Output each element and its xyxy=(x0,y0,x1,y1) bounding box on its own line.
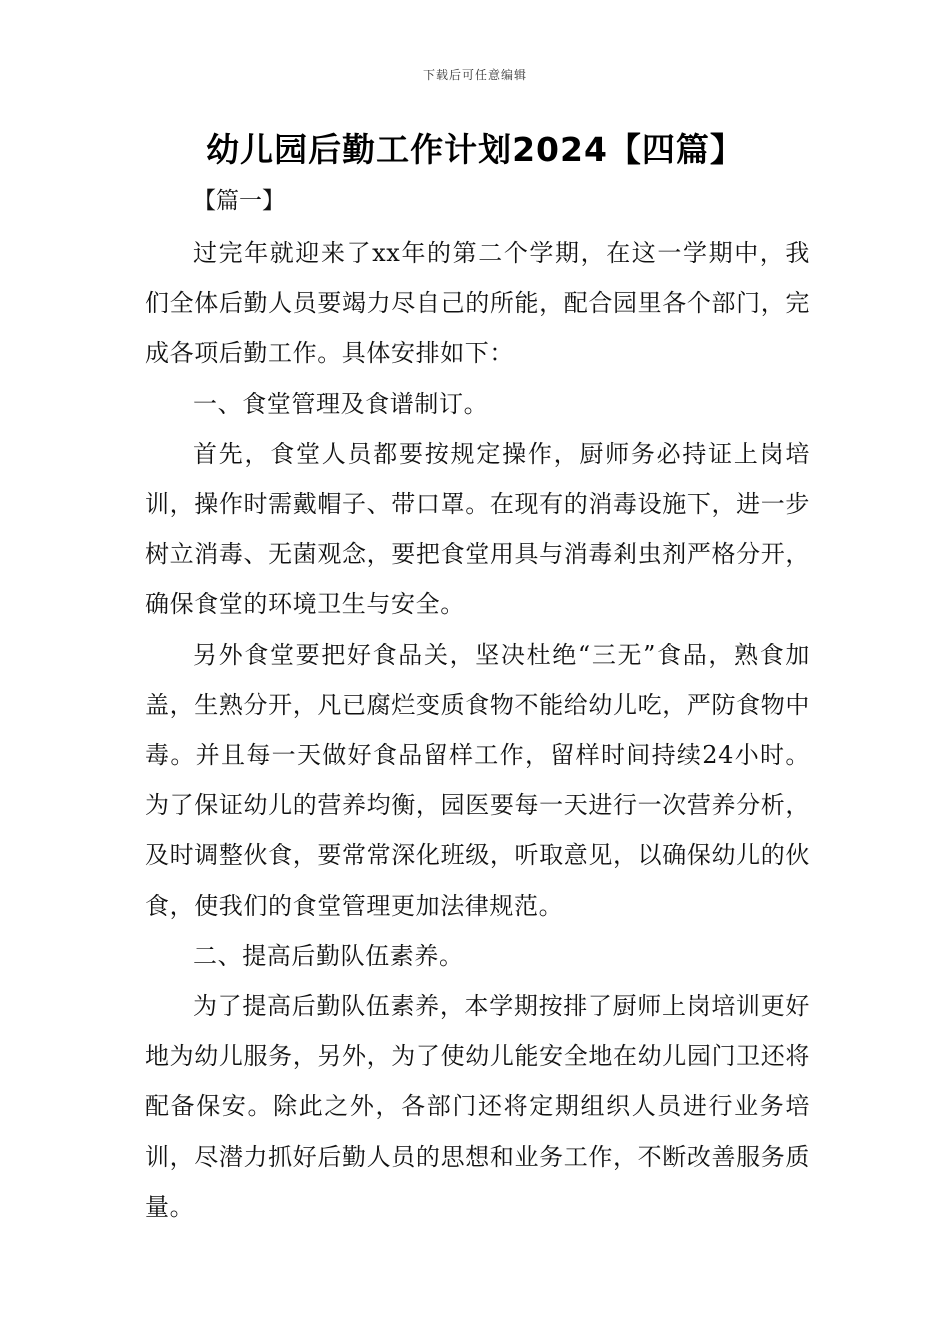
paragraph-food-safety: 另外食堂要把好食品关，坚决杜绝“三无”食品，熟食加盖，生熟分开，凡已腐烂变质食物不能给幼儿吃，严防食物中毒。并且每一天做好食品留样工作，留样时间持续24小时。为了保证幼儿的营养均衡，园医要每一天进行一次营养分析，及时调整伙食，要常常深化班级，听取意见，以确保幼儿的伙食，使我们的食堂管理更加法律规范。 xyxy=(145,640,810,920)
document-title: 幼儿园后勤工作计划2024【四篇】 xyxy=(206,130,744,169)
document-body xyxy=(145,228,810,1232)
section-label: 【篇一】 xyxy=(193,188,285,214)
paragraph-canteen-staff: 首先，食堂人员都要按规定操作，厨师务必持证上岗培训，操作时需戴帽子、带口罩。在现有的消毒设施下，进一步树立消毒、无菌观念，要把食堂用具与消毒剎虫剂严格分开，确保食堂的环境卫生与安全。 xyxy=(145,439,810,619)
header-note: 下载后可任意编辑 xyxy=(422,68,527,82)
heading-staff-quality: 二、提高后勤队伍素养。 xyxy=(193,941,464,970)
heading-canteen-management: 一、食堂管理及食谱制订。 xyxy=(193,389,489,418)
paragraph-staff-training: 为了提高后勤队伍素养，本学期按排了厨师上岗培训更好地为幼儿服务，另外，为了使幼儿能安全地在幼儿园门卫还将配备保安。除此之外，各部门还将定期组织人员进行业务培训，尽潜力抓好后勤人员的思想和业务工作，不断改善服务质量。 xyxy=(145,992,810,1221)
paragraph-intro: 过完年就迎来了xx年的第二个学期，在这一学期中，我们全体后勤人员要竭力尽自己的所能，配合园里各个部门，完成各项后勤工作。具体安排如下： xyxy=(145,239,810,368)
